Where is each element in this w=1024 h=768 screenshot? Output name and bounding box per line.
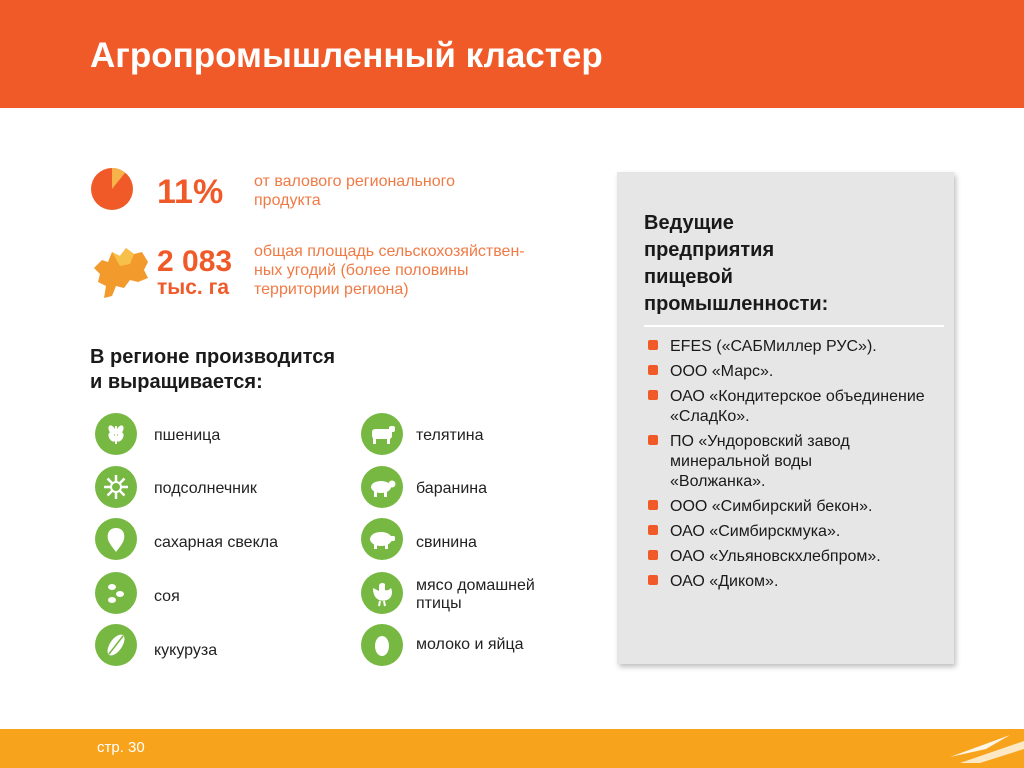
livestock-label-line: птицы <box>416 595 462 612</box>
wheat-icon <box>95 413 137 455</box>
bullet-icon <box>648 365 658 375</box>
panel-title-line: предприятия <box>644 239 775 261</box>
company-text-line: ОАО «Симбирскмука». <box>670 523 841 540</box>
bullet-icon <box>648 525 658 535</box>
crop-label: соя <box>154 588 180 605</box>
bullet-icon <box>648 435 658 445</box>
soy-icon <box>95 572 137 614</box>
pig-icon <box>361 518 403 560</box>
farmland-desc-line: общая площадь сельскохозяйствен- <box>254 243 525 260</box>
livestock-label: молоко и яйца <box>416 636 524 653</box>
farmland-value: 2 083 <box>157 245 233 278</box>
panel-title-line: пищевой <box>644 266 733 288</box>
farmland-unit: тыс. га <box>157 276 229 299</box>
footer-bar <box>0 729 1024 768</box>
company-text-line: ОАО «Ульяновскхлебпром». <box>670 548 881 565</box>
page-title: Агропромышленный кластер <box>90 36 603 75</box>
company-text-line: ООО «Симбирский бекон». <box>670 498 873 515</box>
bullet-icon <box>648 390 658 400</box>
cow-icon <box>361 413 403 455</box>
sugar-beet-icon <box>95 518 137 560</box>
bullet-icon <box>648 550 658 560</box>
company-text-line: ОАО «Кондитерское объединение <box>670 388 925 405</box>
farmland-desc-line: территории региона) <box>254 281 409 298</box>
livestock-label <box>416 577 535 613</box>
gdp-desc-line: от валового регионального <box>254 173 455 190</box>
crop-label: кукуруза <box>154 642 218 659</box>
livestock-label-line: мясо домашней <box>416 577 535 594</box>
bullet-icon <box>648 340 658 350</box>
crop-label: пшеница <box>154 427 221 444</box>
companies-panel-title <box>644 210 828 318</box>
arrow-logo-icon <box>940 727 1024 768</box>
page-number: стр. 30 <box>97 739 145 756</box>
produce-title-line: и выращивается: <box>90 371 263 393</box>
gdp-share-value: 11% <box>157 173 224 211</box>
chicken-icon <box>361 572 403 614</box>
livestock-label: свинина <box>416 534 477 551</box>
crop-label: сахарная свекла <box>154 534 278 551</box>
region-map-icon <box>90 240 152 302</box>
farmland-description <box>254 242 525 299</box>
gdp-desc-line: продукта <box>254 192 321 209</box>
egg-icon <box>361 624 403 666</box>
pie-chart-icon <box>90 167 134 211</box>
produce-title-line: В регионе производится <box>90 346 335 368</box>
company-text-line: ОАО «Диком». <box>670 573 779 590</box>
company-text-line: «Волжанка». <box>670 473 766 490</box>
company-text-line: ООО «Марс». <box>670 363 774 380</box>
livestock-label: телятина <box>416 427 484 444</box>
corn-icon <box>95 624 137 666</box>
panel-divider <box>644 325 944 327</box>
farmland-desc-line: ных угодий (более половины <box>254 262 469 279</box>
sheep-icon <box>361 466 403 508</box>
company-text-line: минеральной воды <box>670 453 812 470</box>
gdp-share-description <box>254 172 455 210</box>
produce-section-title <box>90 345 335 395</box>
company-text-line: EFES («САБМиллер РУС»). <box>670 338 877 355</box>
panel-title-line: Ведущие <box>644 212 734 234</box>
bullet-icon <box>648 500 658 510</box>
crop-label: подсолнечник <box>154 480 257 497</box>
sunflower-icon <box>95 466 137 508</box>
bullet-icon <box>648 575 658 585</box>
company-text-line: «СладКо». <box>670 408 750 425</box>
livestock-label: баранина <box>416 480 487 497</box>
company-text-line: ПО «Ундоровский завод <box>670 433 850 450</box>
panel-title-line: промышленности: <box>644 293 829 315</box>
